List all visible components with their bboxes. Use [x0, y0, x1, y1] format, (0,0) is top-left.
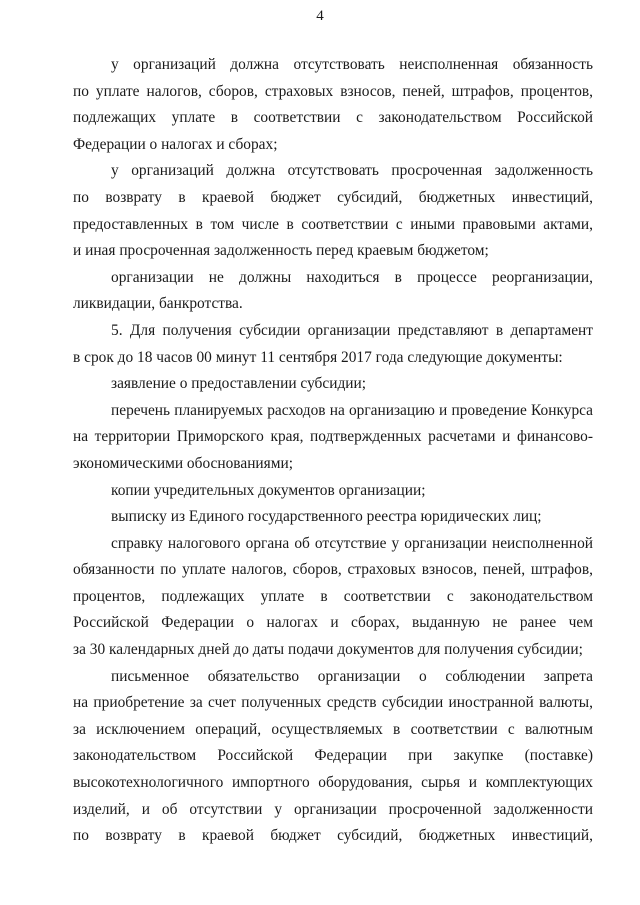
text-line: справку налогового органа об отсутствие у организации неисполненной [111, 534, 593, 552]
text-line: по уплате налогов, сборов, страховых взносов, пеней, штрафов, процентов, [73, 82, 593, 100]
text-line: по возврату в краевой бюджет субсидий, бюджетных инвестиций, [73, 827, 593, 845]
text-line: высокотехнологичного импортного оборудования, сырья и комплектующих [73, 774, 593, 792]
text-line: подлежащих уплате в соответствии с законодательством Российской [73, 109, 593, 127]
text-line: ликвидации, банкротства. [73, 295, 243, 313]
text-line: законодательством Российской Федерации при закупке (поставке) [73, 747, 593, 765]
text-line: письменное обязательство организации о соблюдении запрета [111, 667, 593, 685]
text-line: организации не должны находиться в процессе реорганизации, [111, 268, 593, 286]
page-number: 4 [316, 8, 324, 24]
text-line: за 30 календарных дней до даты подачи документов для получения субсидии; [73, 641, 583, 659]
text-line: у организаций должна отсутствовать просроченная задолженность [111, 162, 593, 180]
text-line: экономическими обоснованиями; [73, 454, 294, 472]
text-line: копии учредительных документов организации; [111, 481, 426, 499]
text-line: Федерации о налогах и сборах; [73, 135, 278, 153]
text-line: предоставленных в том числе в соответствии с иными правовыми актами, [73, 215, 593, 233]
text-line: Российской Федерации о налогах и сборах, выданную не ранее чем [73, 614, 593, 632]
text-line: и иная просроченная задолженность перед краевым бюджетом; [73, 242, 489, 260]
text-line: процентов, подлежащих уплате в соответствии с законодательством [73, 587, 593, 605]
text-line: на приобретение за счет полученных средств субсидии иностранной валюты, [73, 694, 593, 712]
text-line: у организаций должна отсутствовать неисполненная обязанность [111, 56, 593, 73]
text-line: по возврату в краевой бюджет субсидий, бюджетных инвестиций, [73, 188, 593, 206]
document-body [73, 52, 593, 850]
text-line: в срок до 18 часов 00 минут 11 сентября 2017 года следующие документы: [73, 348, 563, 366]
text-line: заявление о предоставлении субсидии; [111, 375, 367, 393]
text-line: выписку из Единого государственного реестра юридических лиц; [111, 508, 542, 526]
text-line: на территории Приморского края, подтвержденных расчетами и финансово- [73, 428, 593, 446]
text-line: обязанности по уплате налогов, сборов, страховых взносов, пеней, штрафов, [73, 561, 593, 579]
text-line: за исключением операций, осуществляемых в соответствии с валютным [73, 720, 593, 738]
text-line: изделий, и об отсутствии у организации просроченной задолженности [73, 800, 593, 818]
text-line: 5. Для получения субсидии организации представляют в департамент [111, 321, 593, 339]
text-line: перечень планируемых расходов на организацию и проведение Конкурса [111, 401, 593, 419]
